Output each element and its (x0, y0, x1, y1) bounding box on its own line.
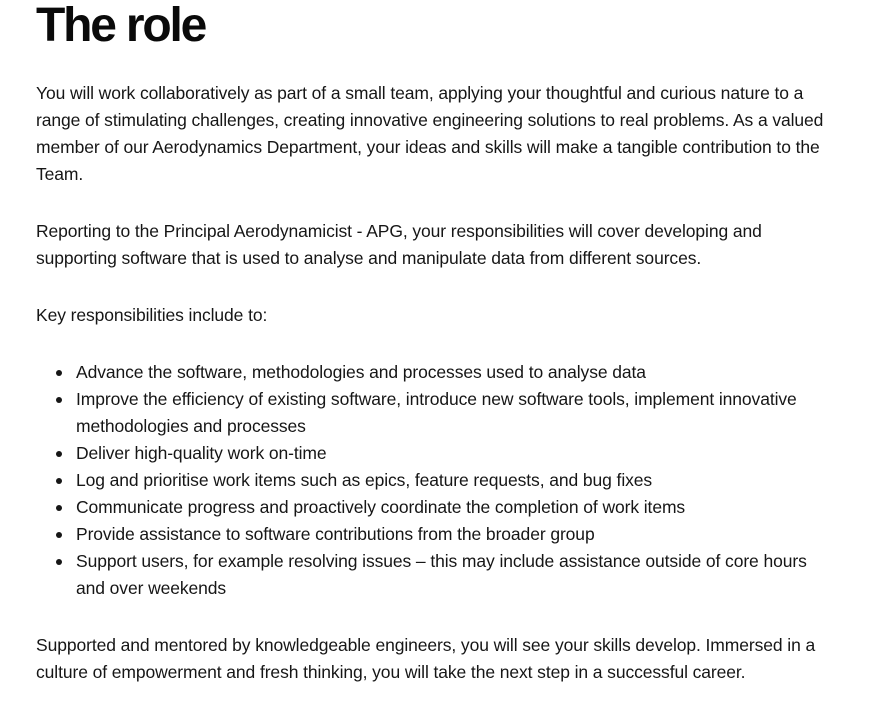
closing-paragraph: Supported and mentored by knowledgeable engineers, you will see your skills develop. Immersed in a culture of empowerment and fresh thinking, you will take the next step in a successful career. (36, 635, 816, 682)
list-item (76, 386, 836, 440)
bullet-icon (56, 451, 62, 457)
list-item-text: Advance the software, methodologies and processes used to analyse data (76, 362, 646, 382)
key-responsibilities-intro: Key responsibilities include to: (36, 305, 268, 325)
bullet-icon (56, 532, 62, 538)
list-item (76, 440, 836, 467)
responsibilities-list (36, 359, 836, 602)
intro-paragraph: You will work collaboratively as part of a small team, applying your thoughtful and curious nature to a range of stimulating challenges, creating innovative engineering solutions to real problems. As a valued member of our Aerodynamics Department, your ideas and skills will make a tangible contribution to the Team. (36, 83, 824, 184)
list-item (76, 359, 836, 386)
list-item-text: Communicate progress and proactively coordinate the completion of work items (76, 497, 686, 517)
list-item (76, 521, 836, 548)
list-item-text: Deliver high-quality work on-time (76, 443, 327, 463)
reporting-paragraph: Reporting to the Principal Aerodynamicist - APG, your responsibilities will cover developing and supporting software that is used to analyse and manipulate data from different sources. (36, 221, 762, 268)
bullet-icon (56, 478, 62, 484)
bullet-icon (56, 397, 62, 403)
bullet-icon (56, 559, 62, 565)
list-item (76, 467, 836, 494)
list-item (76, 548, 836, 602)
list-item-text: Support users, for example resolving issues – this may include assistance outside of core hours and over weekends (76, 551, 807, 598)
list-item-text: Provide assistance to software contributions from the broader group (76, 524, 595, 544)
list-item (76, 494, 836, 521)
list-item-text: Improve the efficiency of existing software, introduce new software tools, implement innovative methodologies and processes (76, 389, 797, 436)
bullet-icon (56, 505, 62, 511)
list-item-text: Log and prioritise work items such as epics, feature requests, and bug fixes (76, 470, 653, 490)
section-title: The role (36, 0, 206, 52)
job-description-section (36, 0, 836, 686)
bullet-icon (56, 370, 62, 376)
